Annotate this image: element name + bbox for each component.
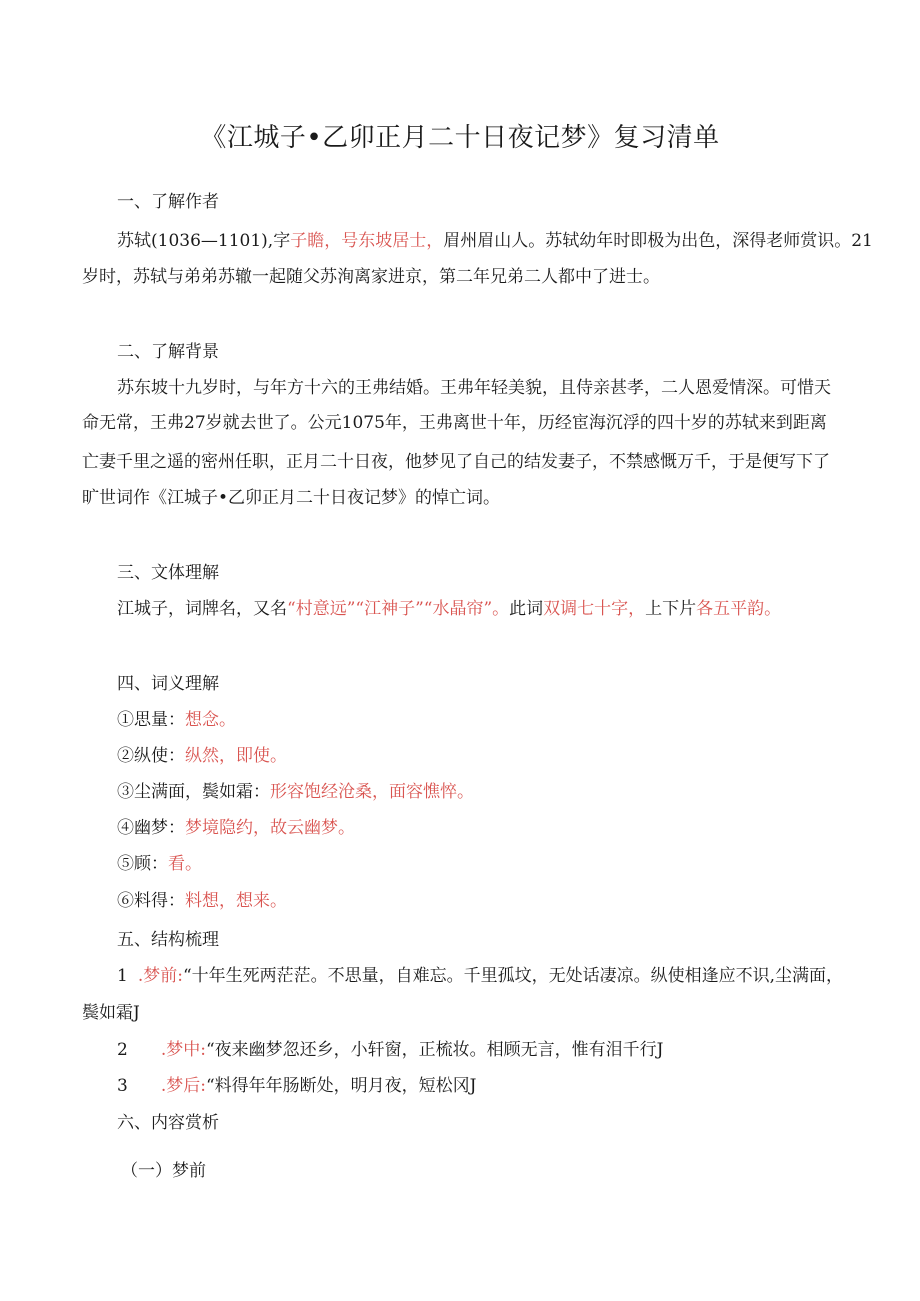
genre-paragraph [117, 597, 877, 621]
vocab-item [117, 816, 877, 840]
section-heading-structure: 五、结构梳理 [117, 930, 219, 950]
structure-number: 3 [117, 1076, 128, 1096]
vocab-term: ④幽梦： [117, 818, 185, 838]
vocab-definition: 看。 [168, 854, 202, 874]
vocab-item [117, 708, 877, 732]
genre-text: 江城子，词牌名，又名 [117, 599, 287, 619]
structure-item-1 [117, 964, 877, 988]
vocab-item [117, 744, 877, 768]
page-title: 《江城子•乙卯正月二十日夜记梦》复习清单 [200, 123, 720, 153]
structure-text: “十年生死两茫茫。不思量，自难忘。千里孤坟，无处话凄凉。纵使相逢应不识,尘满面， [182, 966, 844, 986]
section-heading-vocabulary: 四、词义理解 [117, 674, 219, 694]
background-line-2: 命无常，王弗27岁就去世了。公元1075年，王弗离世十年，历经宦海沉浮的四十岁的苏轼来到距离 [82, 413, 827, 433]
structure-text: “夜来幽梦忽还乡，小轩窗，正梳妆。相顾无言，惟有泪千行J [205, 1040, 664, 1060]
structure-number: 1 [117, 966, 128, 986]
genre-rhyme: 各五平韵。 [696, 599, 782, 619]
structure-item-1-cont: 鬓如霜J [82, 1003, 140, 1023]
vocab-item [117, 780, 877, 804]
vocab-definition: 纵然，即使。 [185, 746, 287, 766]
vocab-term: ②纵使： [117, 746, 185, 766]
section-heading-appreciation: 六、内容赏析 [117, 1113, 219, 1133]
structure-number: 2 [117, 1040, 128, 1060]
structure-label: .梦前: [137, 966, 183, 986]
vocab-item [117, 889, 877, 913]
genre-text: 上下片 [645, 599, 697, 619]
genre-alt-names: “村意远”“江神子”“水晶帘”。 [287, 599, 510, 619]
structure-text: “料得年年肠断处，明月夜，短松冈J [205, 1076, 477, 1096]
vocab-item [117, 852, 877, 876]
background-line-3: 亡妻千里之遥的密州任职，正月二十日夜，他梦见了自己的结发妻子，不禁感慨万千，于是便写下了 [82, 452, 830, 472]
background-line-4: 旷世词作《江城子•乙卯正月二十日夜记梦》的悼亡词。 [82, 488, 501, 508]
author-courtesy-name: 子瞻，号 [290, 231, 359, 251]
vocab-term: ⑤顾： [117, 854, 168, 874]
vocab-definition: 料想，想来。 [185, 891, 287, 911]
background-line-1: 苏东坡十九岁时，与年方十六的王弗结婚。王弗年轻美貌，且侍亲甚孝，二人恩爱情深。可惜天 [117, 378, 831, 398]
author-paragraph-line-2: 岁时，苏轼与弟弟苏辙一起随父苏洵离家进京，第二年兄弟二人都中了进士。 [82, 267, 660, 287]
section-heading-background: 二、了解背景 [117, 342, 219, 362]
genre-form: 双调七十字， [543, 599, 646, 619]
vocab-term: ⑥料得： [117, 891, 185, 911]
structure-item-2 [117, 1038, 877, 1062]
vocab-term: ①思量： [117, 710, 185, 730]
vocab-definition: 梦境隐约，故云幽梦。 [185, 818, 355, 838]
vocab-definition: 形容饱经沧桑，面容憔悴。 [270, 782, 474, 802]
vocab-term: ③尘满面，鬓如霜： [117, 782, 270, 802]
author-text: 苏轼(1036—1101),字 [117, 231, 291, 251]
section-heading-author: 一、了解作者 [117, 192, 219, 212]
author-art-name: 东坡居士， [358, 231, 444, 251]
structure-label: .梦后: [160, 1076, 206, 1096]
author-text: 眉州眉山人。苏轼幼年时即极为出色，深得老师赏识。21 [443, 231, 873, 251]
subsection-heading: （一）梦前 [121, 1161, 206, 1181]
structure-label: .梦中: [160, 1040, 206, 1060]
genre-text: 此词 [509, 599, 544, 619]
structure-item-3 [117, 1074, 877, 1098]
section-heading-genre: 三、文体理解 [117, 563, 219, 583]
vocab-definition: 想念。 [185, 710, 236, 730]
author-paragraph-line-1 [117, 229, 877, 253]
